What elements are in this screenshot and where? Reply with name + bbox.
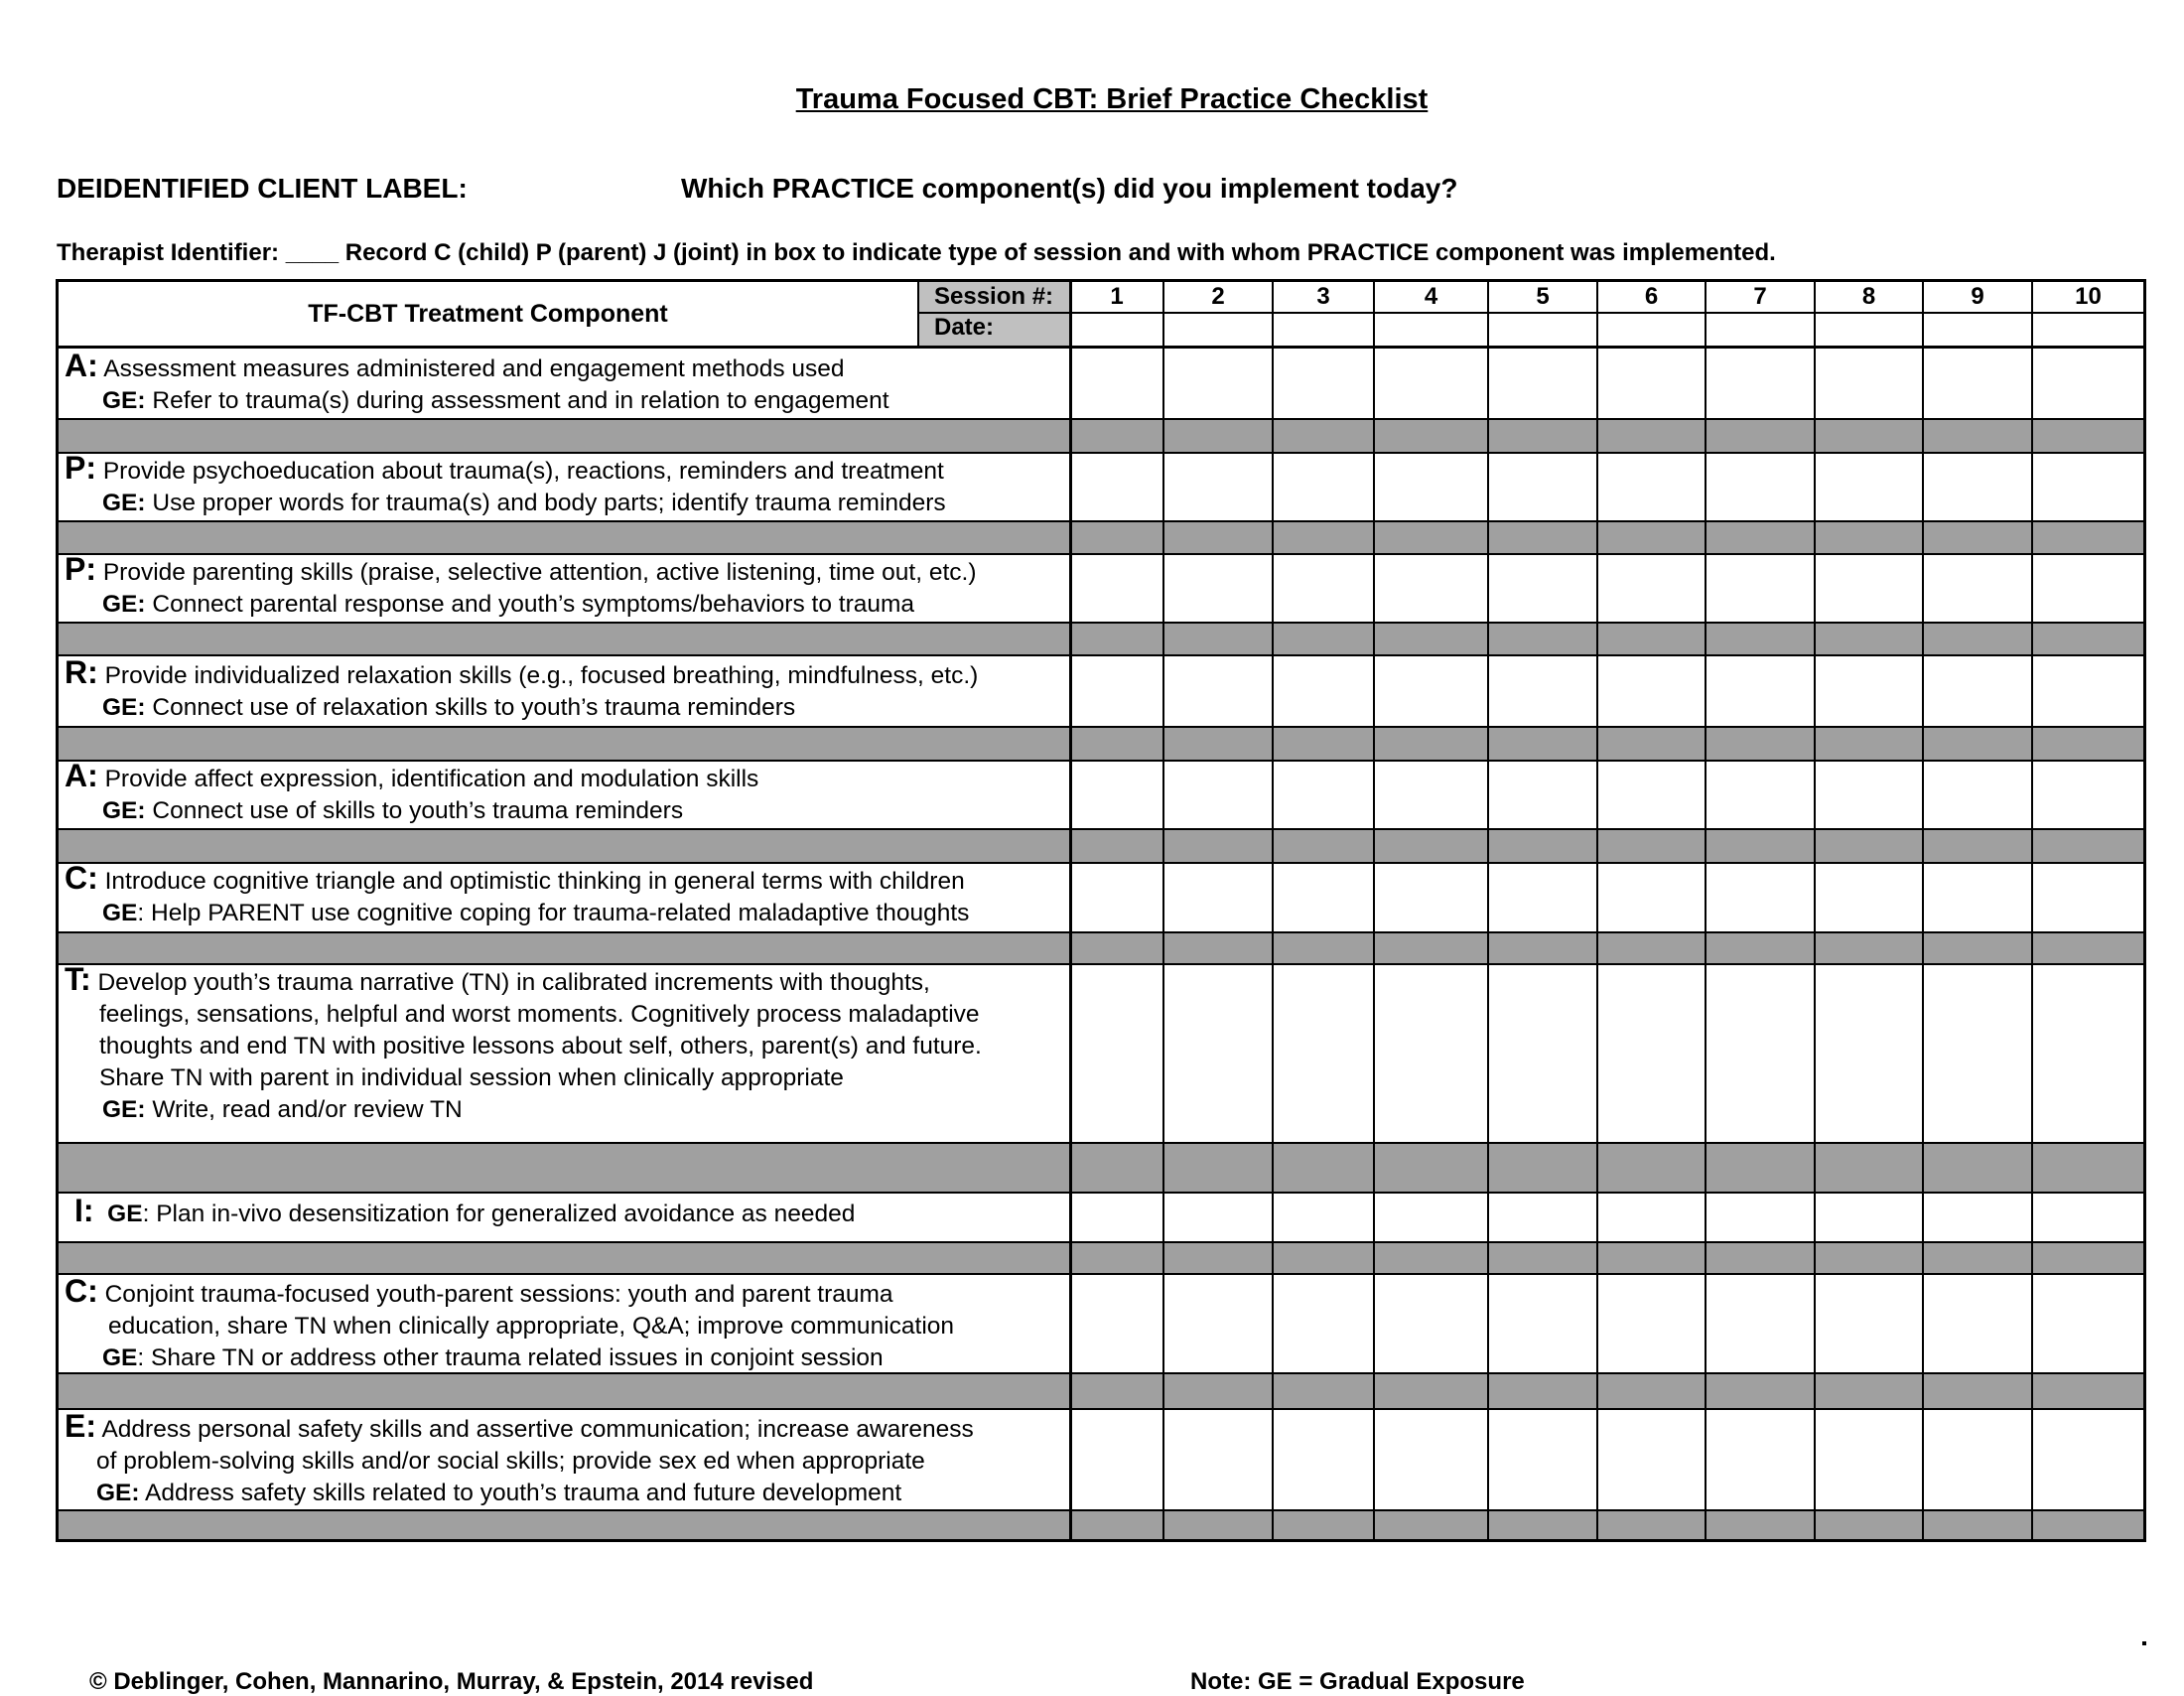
component-conjoint: C: Conjoint trauma-focused youth-parent sessions: youth and parent trauma education, share TN when clinically appropriate, Q&A; improve communication GE: Share TN or address other trauma related issues in conjoint session <box>65 1273 955 1371</box>
spacer-row <box>59 622 2143 654</box>
session-number-9: 9 <box>1971 283 1984 310</box>
spacer-row <box>59 520 2143 553</box>
component-in-vivo: I: GE: Plan in-vivo desensitization for generalized avoidance as needed <box>74 1193 856 1228</box>
spacer-row <box>59 1241 2143 1273</box>
component-cognitive: C: Introduce cognitive triangle and optimistic thinking in general terms with children GE: Help PARENT use cognitive coping for trauma-related maladaptive thoughts <box>65 860 970 926</box>
spacer-row <box>59 1509 2143 1539</box>
component-psychoeducation: P: Provide psychoeducation about trauma(s), reactions, reminders and treatment GE: Use proper words for trauma(s) and body parts; identify trauma reminders <box>65 450 946 516</box>
session-number-3: 3 <box>1316 283 1330 310</box>
page-title: Trauma Focused CBT: Brief Practice Checklist <box>795 83 1429 115</box>
session-number-6: 6 <box>1644 283 1659 310</box>
component-letter: A: <box>65 348 98 383</box>
page-mark <box>2142 1641 2146 1645</box>
session-number-7: 7 <box>1753 283 1767 310</box>
spacer-row <box>59 1142 2143 1192</box>
component-assessment: A: Assessment measures administered and engagement methods used GE: Refer to trauma(s) during assessment and in relation to engagement <box>65 348 889 414</box>
spacer-row <box>59 418 2143 452</box>
component-header: TF-CBT Treatment Component <box>308 299 668 328</box>
component-letter: A: <box>65 758 98 793</box>
component-relaxation: R: Provide individualized relaxation skills (e.g., focused breathing, mindfulness, etc.) GE: Connect use of relaxation skills to youth’s trauma reminders <box>65 654 979 721</box>
component-parenting-skills: P: Provide parenting skills (praise, selective attention, active listening, time out, etc.) GE: Connect parental response and youth’s symptoms/behaviors to trauma <box>65 551 977 618</box>
spacer-row <box>59 726 2143 760</box>
session-number-1: 1 <box>1110 283 1124 310</box>
component-letter: T: <box>65 961 91 997</box>
session-number-5: 5 <box>1536 283 1550 310</box>
component-letter: C: <box>65 860 98 896</box>
session-number-4: 4 <box>1424 283 1438 310</box>
spacer-row <box>59 828 2143 862</box>
session-number-label: Session #: <box>934 283 1054 310</box>
date-label: Date: <box>934 314 995 341</box>
component-letter: C: <box>65 1273 98 1309</box>
session-number-2: 2 <box>1211 283 1225 310</box>
client-label: DEIDENTIFIED CLIENT LABEL: <box>57 173 468 204</box>
spacer-row <box>59 1372 2143 1408</box>
therapist-instructions: Therapist Identifier: ____ Record C (child) P (parent) J (joint) in box to indicate type of session and with whom PRACTICE component was implemented. <box>57 239 1776 266</box>
component-trauma-narrative: T: Develop youth’s trauma narrative (TN) in calibrated increments with thoughts, feelings, sensations, helpful and worst moments. Cognitively process maladaptive thoughts and end TN with positive lessons about self, others, parent(s) and future. Share TN with parent in individual session when clinically appropriate GE: Write, read and/or review TN <box>65 961 982 1123</box>
spacer-row <box>59 931 2143 963</box>
session-number-8: 8 <box>1861 283 1876 310</box>
session-number-10: 10 <box>2075 283 2102 310</box>
copyright-notice: © Deblinger, Cohen, Mannarino, Murray, & Epstein, 2014 revised <box>89 1668 814 1695</box>
component-letter: I: <box>74 1193 94 1228</box>
practice-question: Which PRACTICE component(s) did you implement today? <box>681 173 1458 204</box>
component-letter: P: <box>65 450 96 486</box>
practice-checklist-table <box>56 279 2146 1542</box>
component-letter: P: <box>65 551 96 587</box>
gradual-exposure-note: Note: GE = Gradual Exposure <box>1190 1668 1525 1695</box>
component-letter: R: <box>65 654 98 690</box>
component-enhancing-safety: E: Address personal safety skills and assertive communication; increase awareness of problem-solving skills and/or social skills; provide sex ed when appropriate GE: Address safety skills related to youth’s trauma and future development <box>65 1408 974 1506</box>
component-letter: E: <box>65 1408 96 1444</box>
component-affect: A: Provide affect expression, identification and modulation skills GE: Connect use of skills to youth’s trauma reminders <box>65 758 759 824</box>
